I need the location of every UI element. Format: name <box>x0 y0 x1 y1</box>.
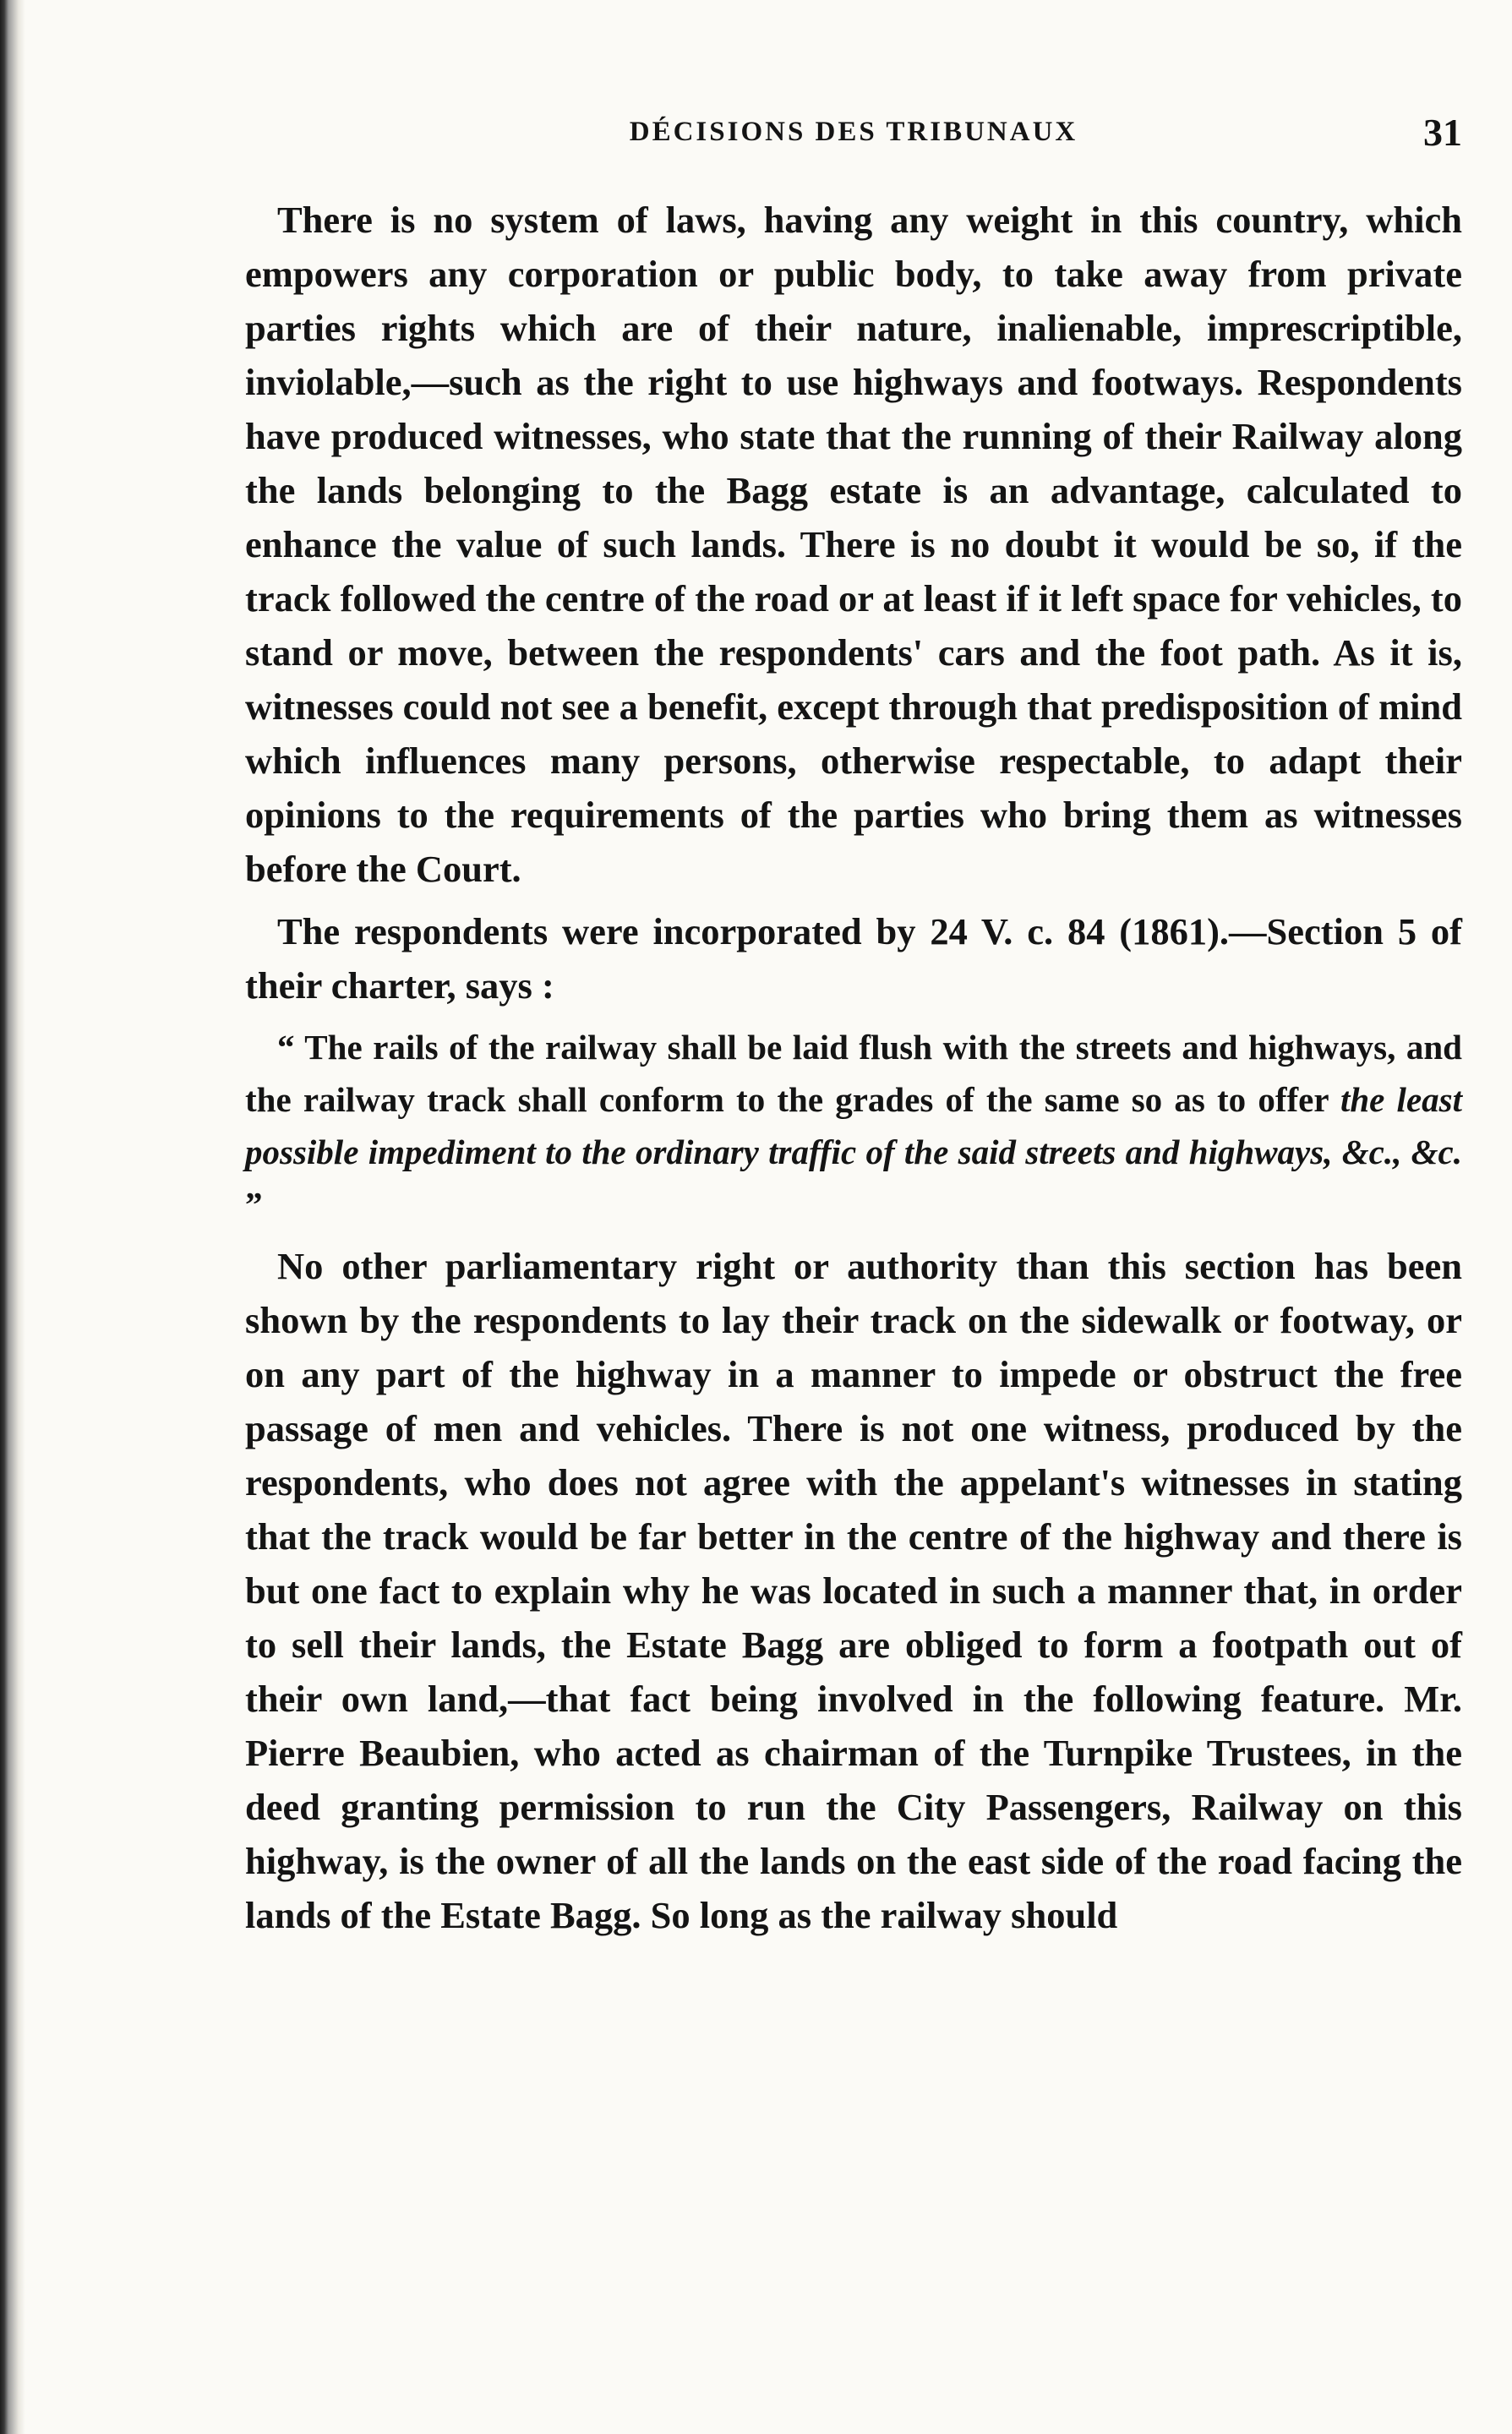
paragraph-3: No other parliamentary right or authority than this section has been shown by the respondents to lay their track on the sidewalk or footway, or on any part of the highway in a manner to impede or obstruct the free passage of men and vehicles. There is not one witness, produced by the respondents, who does not agree with the appelant's witnesses in stating that the track would be far better in the centre of the highway and there is but one fact to explain why he was located in such a manner that, in order to sell their lands, the Estate Bagg are obliged to form a footpath out of their own land,—that fact being involved in the following feature. Mr. Pierre Beaubien, who acted as chairman of the Turnpike Trustees, in the deed granting permission to run the City Passengers, Railway on this highway, is the owner of all the lands on the east side of the road facing the lands of the Estate Bagg. So long as the railway should <box>245 1245 1462 1936</box>
running-head <box>245 110 1462 171</box>
quote-italic-text: the least possible impediment to the ordinary traffic of the said streets and highways, &c., &c. <box>245 1080 1462 1171</box>
quote-close: ” <box>245 1185 263 1224</box>
page-number: 31 <box>1423 111 1462 154</box>
running-title: DÉCISIONS DES TRIBUNAUX <box>629 117 1078 147</box>
document-page <box>245 110 1462 1942</box>
quote-text: “ The rails of the railway shall be laid flush with the streets and highways, and the railway track shall conform to the grades of the same so as to offer <box>245 1028 1462 1119</box>
charter-quote <box>245 1021 1462 1231</box>
paragraph-2: The respondents were incorporated by 24 V. c. 84 (1861).—Section 5 of their charter, says : <box>245 910 1462 1007</box>
paragraph-1: There is no system of laws, having any weight in this country, which empowers any corporation or public body, to take away from private parties rights which are of their nature, inalienable, imprescriptible, inviolable,—such as the right to use highways and footways. Respondents have produced witnesses, who state that the running of their Railway along the lands belonging to the Bagg estate is an advantage, calculated to enhance the value of such lands. There is no doubt it would be so, if the track followed the centre of the road or at least if it left space for vehicles, to stand or move, between the respondents' cars and the foot path. As it is, witnesses could not see a benefit, except through that predisposition of mind which influences many persons, otherwise respectable, to adapt their opinions to the requirements of the parties who bring them as witnesses before the Court. <box>245 199 1462 890</box>
scan-page-edge <box>0 0 25 2434</box>
